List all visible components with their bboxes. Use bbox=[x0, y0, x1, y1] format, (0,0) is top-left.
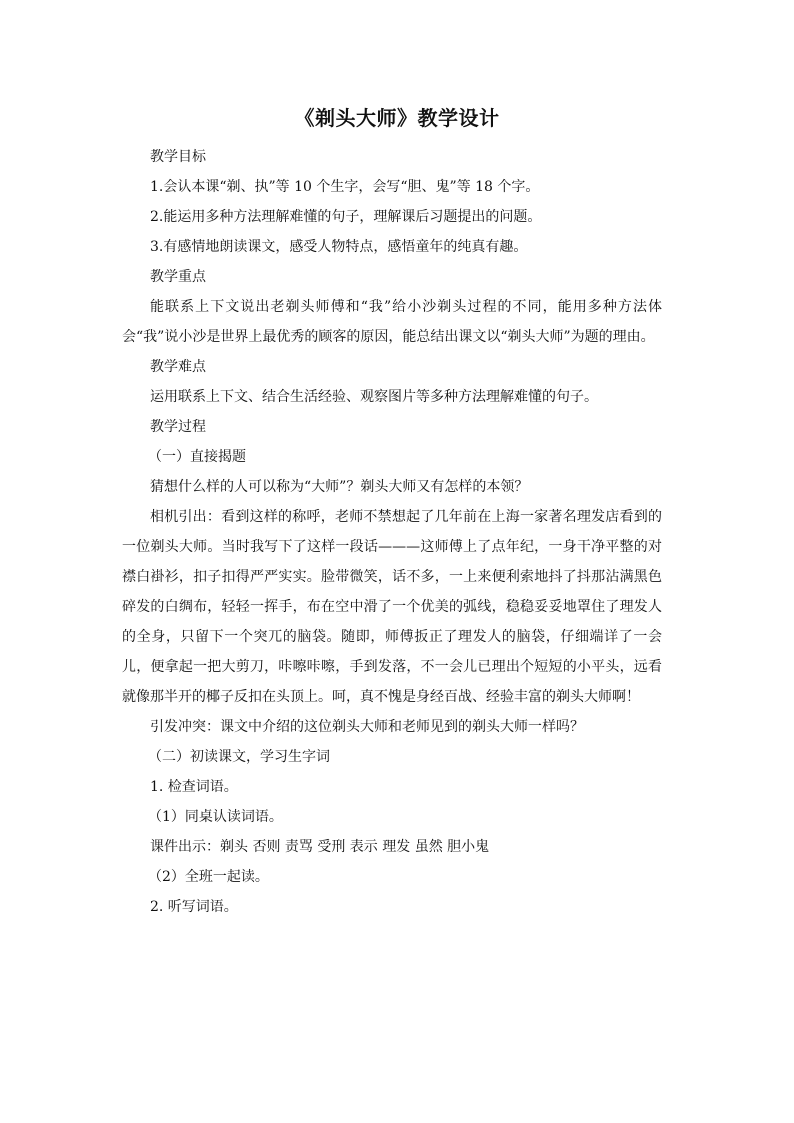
task-class-reading: （2）全班一起读。 bbox=[148, 869, 269, 885]
story-paragraph: 相机引出：看到这样的称呼，老师不禁想起了几年前在上海一家著名理发店看到的一位剃头大师。当时我写下了这样一段话———这师傅上了点年纪，一身干净平整的对襟白褂衫，扣子扣得严严实实。脸带微笑，话不多，一上来便利索地抖了抖那沾满黑色碎发的白绸布，轻轻一挥手，布在空中滑了一个优美的弧线，稳稳妥妥地罩住了理发人的全身，只留下一个突兀的脑袋。随即，师傅扳正了理发人的脑袋，仔细端详了一会儿，便拿起一把大剪刀，咔嚓咔嚓，手到发落，不一会儿已理出个短短的小平头，远看就像那半开的椰子反扣在头顶上。呵，真不愧是身经百战、经验丰富的剃头大师啊！ bbox=[122, 509, 662, 705]
difficulties-paragraph: 运用联系上下文、结合生活经验、观察图片等多种方法理解难懂的句子。 bbox=[150, 389, 598, 405]
guess-question: 猜想什么样的人可以称为“大师”？剃头大师又有怎样的本领？ bbox=[150, 479, 529, 495]
task-desk-mate-reading: （1）同桌认读词语。 bbox=[148, 809, 283, 825]
objective-item-2: 2.能运用多种方法理解难懂的句子，理解课后习题提出的问题。 bbox=[150, 209, 542, 225]
courseware-word-list: 课件出示：剃头 否则 责骂 受刑 表示 理发 虽然 胆小鬼 bbox=[150, 839, 490, 855]
document-body bbox=[122, 142, 662, 922]
task-dictation: 2. 听写词语。 bbox=[150, 899, 238, 915]
section-heading-difficulties: 教学难点 bbox=[150, 359, 206, 375]
step-heading-2: （二）初读课文，学习生字词 bbox=[148, 749, 330, 765]
document-title: 《剃头大师》教学设计 bbox=[294, 106, 500, 130]
key-points-paragraph: 能联系上下文说出老剃头师傅和“我”给小沙剃头过程的不同，能用多种方法体会“我”说小沙是世界上最优秀的顾客的原因，能总结出课文以“剃头大师”为题的理由。 bbox=[122, 299, 662, 345]
section-heading-process: 教学过程 bbox=[150, 419, 206, 435]
objective-item-3: 3.有感情地朗读课文，感受人物特点，感悟童年的纯真有趣。 bbox=[150, 239, 528, 255]
step-heading-1: （一）直接揭题 bbox=[148, 449, 246, 465]
section-heading-objectives: 教学目标 bbox=[150, 149, 206, 165]
objective-item-1: 1.会认本课“剃、执”等 10 个生字，会写“胆、鬼”等 18 个字。 bbox=[150, 179, 540, 195]
task-check-words: 1. 检查词语。 bbox=[150, 779, 238, 795]
conflict-question: 引发冲突：课文中介绍的这位剃头大师和老师见到的剃头大师一样吗？ bbox=[150, 719, 584, 735]
section-heading-key-points: 教学重点 bbox=[150, 269, 206, 285]
